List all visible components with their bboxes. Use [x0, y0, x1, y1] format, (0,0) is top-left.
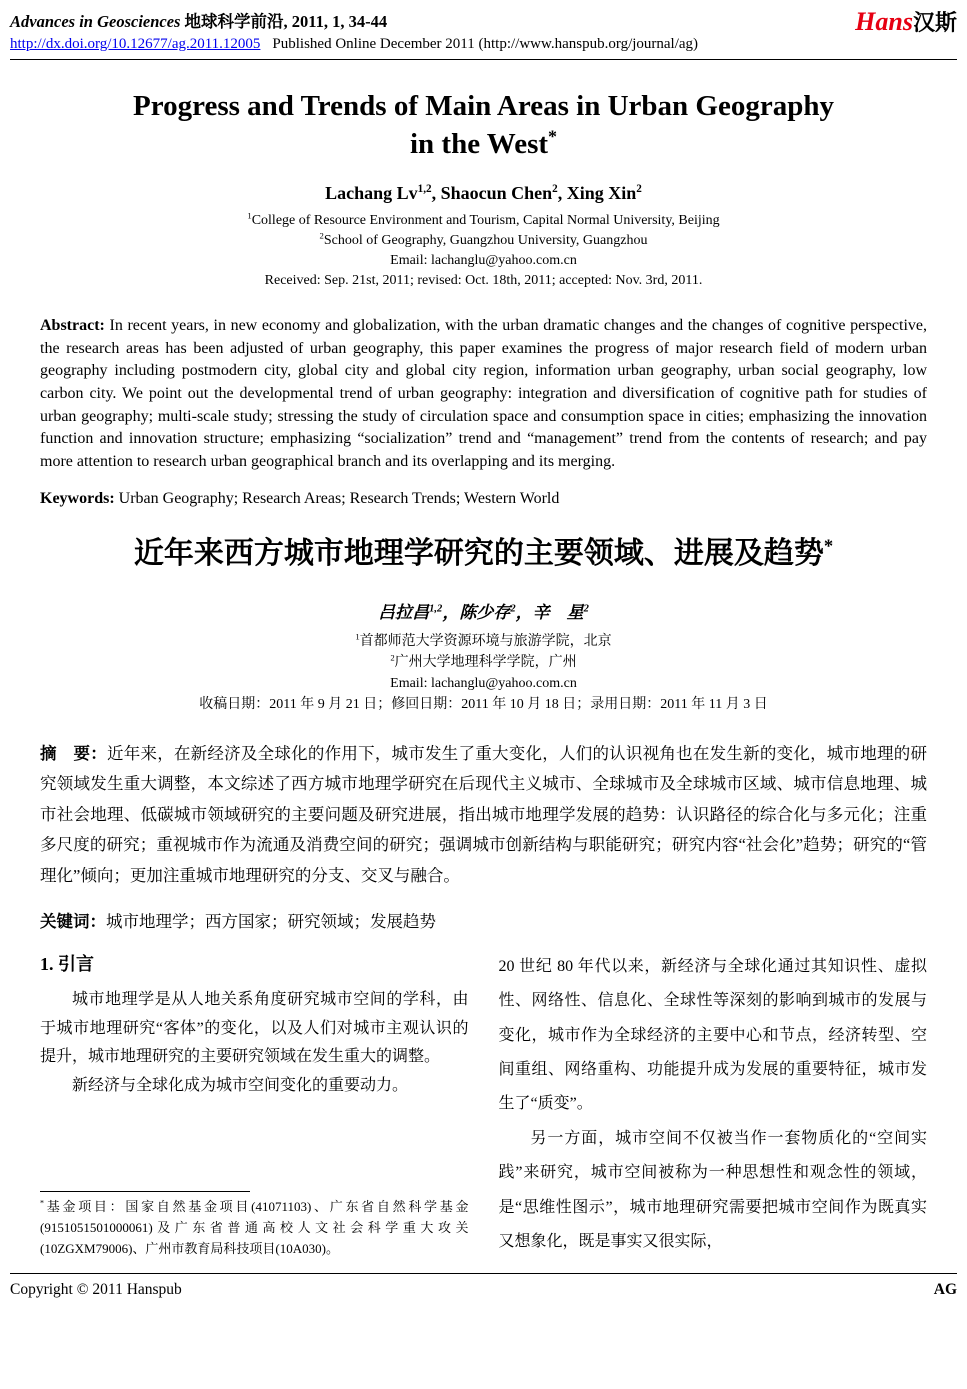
chinese-abstract-label: 摘 要： [40, 743, 107, 763]
cn-dates-line: 收稿日期：2011 年 9 月 21 日；修回日期：2011 年 10 月 18 日；录用日期：2011 年 11 月 3 日 [199, 696, 768, 712]
keywords-text: Urban Geography; Research Areas; Research Trends; Western World [118, 489, 560, 507]
keywords-line [40, 490, 927, 508]
intro-paragraph-4: 另一方面，城市空间不仅被当作一套物质化的“空间实践”来研究，城市空间被称为一种思想性和观念性的领域，是“思维性图示”，城市地理研究需要把城市空间作为既真实又想象化，既是事实又很实际， [498, 1129, 927, 1250]
author-name-3: Xing Xin [566, 183, 637, 204]
cn-author-name-1: 吕拉昌 [378, 602, 430, 622]
affiliation-2: $^2$School of Geography, Guangzhou University, Guangzhou [319, 230, 648, 249]
journal-title-zh-issue: 地球科学前沿, 2011, 1, 34-44 [184, 12, 388, 31]
chinese-keywords-text: 城市地理学；西方国家；研究领域；发展趋势 [106, 911, 436, 931]
cn-affiliation-1: $^1$首都师范大学资源环境与旅游学院，北京 [355, 631, 612, 649]
hans-logo [855, 8, 957, 37]
footer-row [10, 1281, 957, 1299]
intro-paragraph-1: 城市地理学是从人地关系角度研究城市空间的学科，由于城市地理研究“客体”的变化，以及人们对城市主观认识的提升，城市地理研究的主要研究领域在发生重大的调整。 [40, 990, 469, 1066]
chinese-abstract-text: 近年来，在新经济及全球化的作用下，城市发生了重大变化，人们的认识视角也在发生新的变化，城市地理的研究领域发生重大调整，本文综述了西方城市地理学研究在后现代主义城市、全球城市及全球城市区域、城市信息地理、城市社会地理、低碳城市领域研究的主要问题及研究进展，指出城市地理学发展的趋势：认识路径的综合化与多元化；注重多尺度的研究；重视城市作为流通及消费空间的研究；强调城市创新结构与职能研究；研究内容“社会化”趋势；研究的“管理化”倾向；更加注重城市地理研究的分支、交叉与融合。 [40, 743, 928, 885]
hans-logo-text: Hans [855, 7, 913, 36]
affiliations-block [40, 211, 927, 291]
left-column [40, 950, 469, 1260]
two-column-body [40, 950, 927, 1260]
journal-info [10, 8, 698, 53]
footer-divider [10, 1273, 957, 1274]
journal-abbreviation: AG [933, 1281, 957, 1299]
cn-email-line: Email: lachanglu@yahoo.com.cn [390, 675, 577, 691]
copyright-text: Copyright © 2011 Hanspub [10, 1281, 182, 1299]
footnote-text: *基金项目：国家自然基金项目(41071103)、广东省自然科学基金(9151051501000061)及广东省普通高校人文社会科学重大攻关(10ZGXM79006)、广州市教育局科技项目(10A030)。 [40, 1198, 469, 1256]
journal-header [10, 8, 957, 53]
intro-paragraph-3: 20 世纪 80 年代以来，新经济与全球化通过其知识性、虚拟性、网络性、信息化、全球性等深刻的影响到城市的发展与变化，城市作为全球经济的主要中心和节点，经济转型、空间重组、网络重构、功能提升成为发展的重要特征，城市发生了“质变”。 [498, 957, 927, 1113]
keywords-label: Keywords: [40, 489, 115, 507]
journal-title-line [10, 8, 698, 32]
author-name-2: Shaocun Chen [440, 183, 553, 204]
intro-paragraph-2: 新经济与全球化成为城市空间变化的重要动力。 [72, 1077, 409, 1095]
author-name-1: Lachang Lv [325, 183, 418, 204]
author-sup-2: 2 [552, 183, 558, 196]
abstract-text: In recent years, in new economy and globalization, with the urban dramatic changes and the changes of cognitive perspective, the research areas has been adjusted of urban geography, this paper examines the progress of major research field of modern urban geography including postmodern city, global city and global city region, information urban geography, urban social geography, low carbon city. We point out the developmental trend of urban geography: integration and diversification of cognitive path for studies of urban geography; multi-scale study; stressing the study of circulation space and consumption space in cities; emphasizing the innovation function and innovation structure; emphasizing “socialization” trend and “management” trend from the contents of research; and pay more attention to research urban geographical branch and its overlapping and its merging. [40, 316, 927, 471]
chinese-authors-line: 吕拉昌$^{1,2}$，陈少存$^2$，辛 星$^2$ [378, 602, 589, 622]
email-line: Email: lachanglu@yahoo.com.cn [390, 253, 577, 269]
funding-footnote [40, 1185, 469, 1259]
footnote-divider [40, 1191, 250, 1192]
author-sep-2: , [557, 183, 567, 204]
author-sup-3: 2 [636, 183, 642, 196]
section-1-heading: 1. 引言 [40, 953, 94, 974]
author-sep-1: , [431, 183, 441, 204]
chinese-title: 近年来西方城市地理学研究的主要领域、进展及趋势* [133, 535, 834, 570]
chinese-keywords-line [40, 908, 927, 932]
title-line-2: in the West [409, 127, 549, 160]
article-content [10, 60, 957, 1259]
affiliation-1: $^1$College of Resource Environment and Tourism, Capital Normal University, Beijing [247, 210, 720, 229]
received-line: Received: Sep. 21st, 2011; revised: Oct. 18th, 2011; accepted: Nov. 3rd, 2011. [264, 273, 703, 288]
hans-logo-chinese-text: 汉斯 [912, 10, 957, 35]
page-footer [10, 1267, 957, 1299]
journal-title-en: Advances in Geosciences [10, 12, 181, 31]
abstract-label: Abstract: [40, 316, 105, 334]
chinese-affiliations-block [40, 631, 927, 715]
chinese-keywords-label: 关键词： [40, 911, 106, 931]
right-column [499, 950, 928, 1260]
cn-author-name-3: 辛 星 [532, 602, 584, 622]
chinese-title-footnote-marker: * [823, 535, 834, 557]
footnote-marker: * [40, 1198, 45, 1208]
cn-author-name-2: 陈少存 [459, 602, 511, 622]
page-title [40, 88, 927, 163]
author-sup-1: 1,2 [417, 183, 432, 196]
published-info: Published Online December 2011 (http://www.hanspub.org/journal/ag) [272, 36, 699, 52]
title-line-1: Progress and Trends of Main Areas in Urban Geography [133, 90, 834, 122]
abstract-paragraph [40, 315, 927, 474]
cn-affiliation-2: $^2$广州大学地理科学学院，广州 [390, 652, 577, 670]
title-footnote-marker: * [548, 126, 558, 147]
doi-link[interactable]: http://dx.doi.org/10.12677/ag.2011.12005 [10, 36, 261, 52]
doi-line [10, 36, 698, 53]
authors-line [40, 183, 927, 204]
chinese-abstract-paragraph [40, 739, 927, 892]
